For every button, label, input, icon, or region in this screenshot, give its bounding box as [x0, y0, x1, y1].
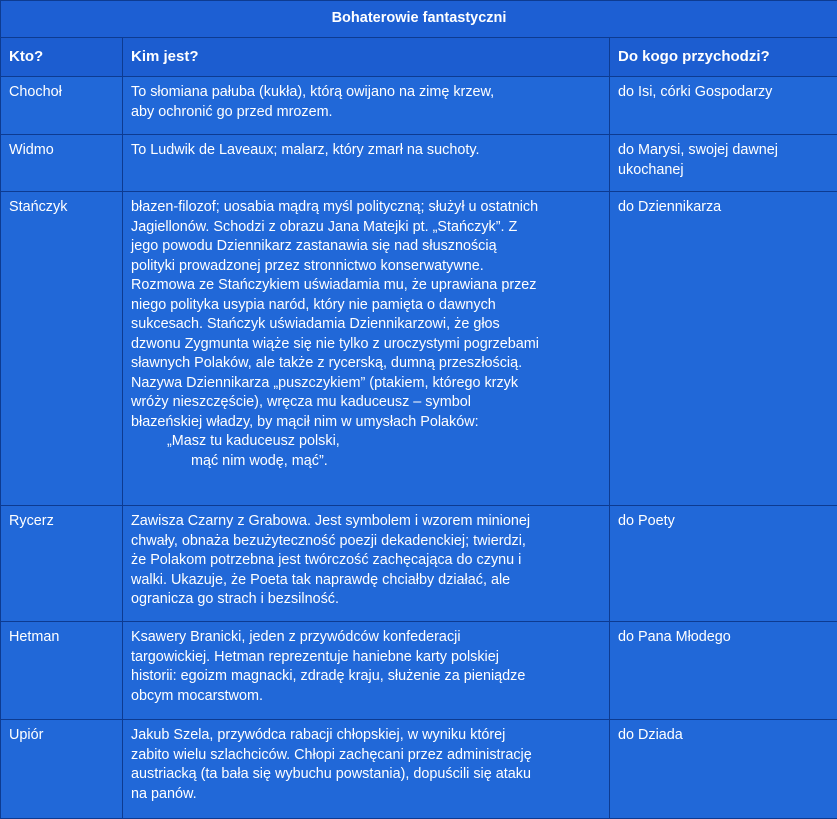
quote-line: mąć nim wodę, mąć”. — [191, 452, 328, 469]
table-title: Bohaterowie fantastyczni — [1, 1, 837, 38]
table-row — [1, 77, 837, 135]
cell-to-whom: do Pana Młodego — [610, 622, 837, 720]
column-header-to-whom: Do kogo przychodzi? — [610, 38, 837, 77]
cell-who: Rycerz — [1, 506, 123, 622]
table-row — [1, 192, 837, 506]
cell-who: Hetman — [1, 622, 123, 720]
cell-to-whom: do Poety — [610, 506, 837, 622]
cell-what: błazen-filozof; uosabia mądrą myśl polityczną; służył u ostatnich Jagiellonów. Schodzi z obrazu Jana Matejki pt. „Stańczyk”. Z jego powodu Dziennikarz zastanawia się nad słusznością polityki prowadzonej przez stronnictwo konserwatywne. Rozmowa ze Stańczykiem uświadamia mu, że uprawiana przez niego polityka usypia naród, który nie pamięta o dawnych sukcesach. Stańczyk uświadamia Dziennikarzowi, że głos dzwonu Zygmunta wiąże się nie tylko z uroczystymi pogrzebami sławnych Polaków, ale także z rycerską, dumną przeszłością. Nazywa Dziennikarza „puszczykiem” (ptakiem, którego krzyk wróży nieszczęście), wręcza mu kaduceusz – symbol błazeńskiej władzy, by mącił nim w umysłach Polaków: „Masz tu kaduceusz polski, mąć nim wodę, mąć”. — [123, 192, 610, 506]
table-row — [1, 622, 837, 720]
column-header-who: Kto? — [1, 38, 123, 77]
cell-what: To słomiana pałuba (kukła), którą owijano na zimę krzew, aby ochronić go przed mrozem. — [123, 77, 610, 135]
cell-who: Stańczyk — [1, 192, 123, 506]
cell-to-whom: do Dziennikarza — [610, 192, 837, 506]
quote-line: „Masz tu kaduceusz polski, — [167, 433, 340, 449]
cell-who: Upiór — [1, 720, 123, 819]
cell-what: To Ludwik de Laveaux; malarz, który zmarł na suchoty. — [123, 135, 610, 192]
column-header-what: Kim jest? — [123, 38, 610, 77]
cell-who: Widmo — [1, 135, 123, 192]
table-row — [1, 506, 837, 622]
cell-what: Ksawery Branicki, jeden z przywódców konfederacji targowickiej. Hetman reprezentuje haniebne karty polskiej historii: egoizm magnacki, zdradę kraju, służenie za pieniądze obcym mocarstwom. — [123, 622, 610, 720]
table-row — [1, 720, 837, 819]
cell-who: Chochoł — [1, 77, 123, 135]
cell-what: Jakub Szela, przywódca rabacji chłopskiej, w wyniku której zabito wielu szlachciców. Chłopi zachęcani przez administrację austriacką (ta bała się wybuchu powstania), dopuścili się ataku na panów. — [123, 720, 610, 819]
cell-to-whom: do Dziada — [610, 720, 837, 819]
cell-to-whom: do Marysi, swojej dawnej ukochanej — [610, 135, 837, 192]
table-row — [1, 135, 837, 192]
header-row — [1, 38, 837, 77]
cell-what: Zawisza Czarny z Grabowa. Jest symbolem i wzorem minionej chwały, obnaża bezużyteczność poezji dekadenckiej; twierdzi, że Polakom potrzebna jest twórczość zachęcająca do czynu i walki. Ukazuje, że Poeta tak naprawdę chciałby działać, ale ogranicza go strach i bezsilność. — [123, 506, 610, 622]
cell-to-whom: do Isi, córki Gospodarzy — [610, 77, 837, 135]
